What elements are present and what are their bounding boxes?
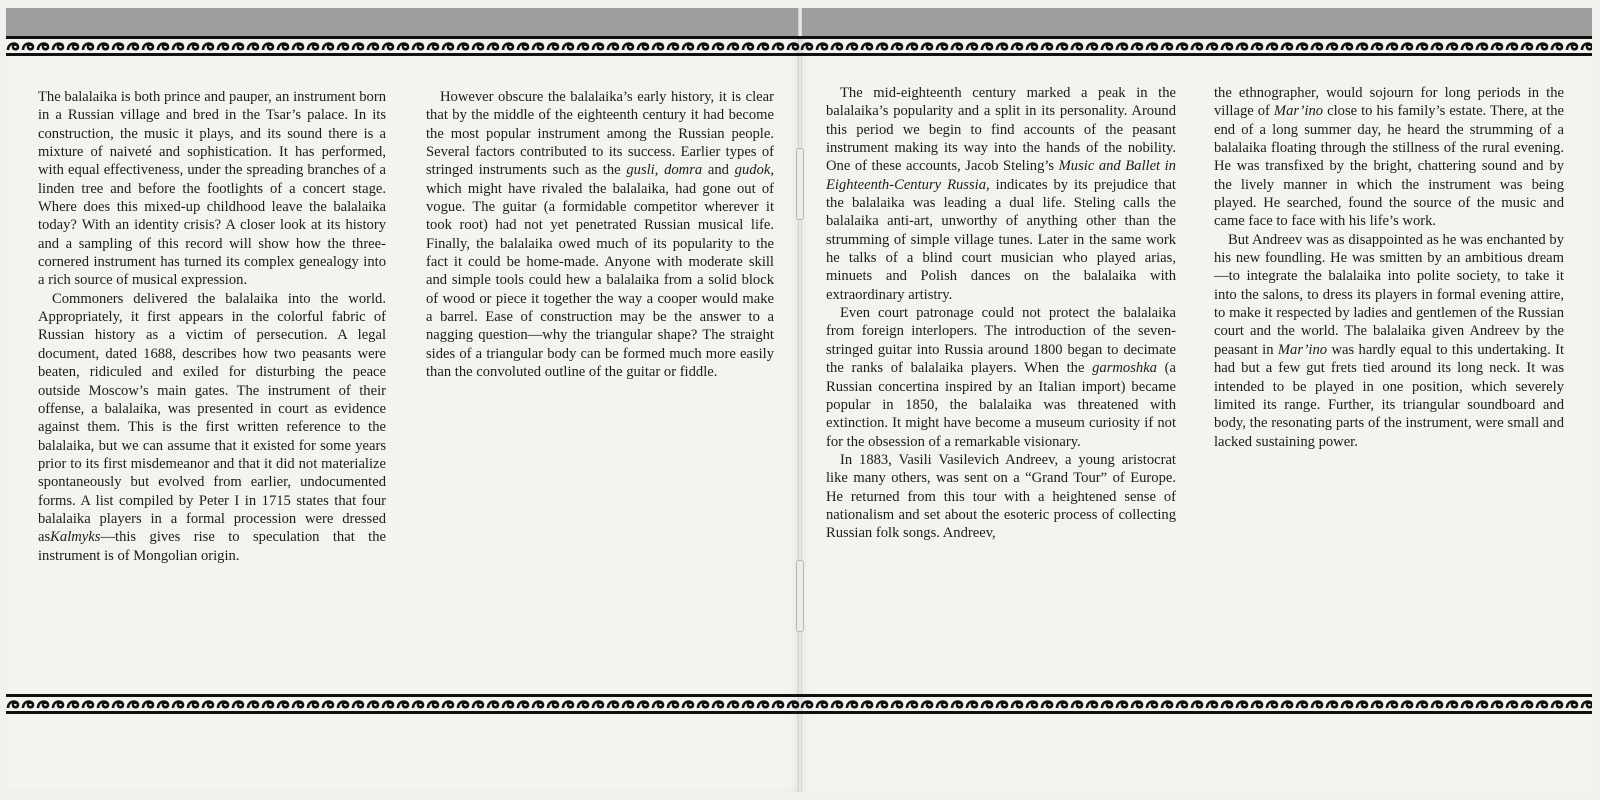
staple-bottom xyxy=(796,560,804,632)
text-column-1 xyxy=(38,88,386,565)
staple-top xyxy=(796,148,804,220)
paragraph-early-history: However obscure the balalaika’s early history, it is clear that by the middle of the eighteenth century it had become the most popular instrument among the Russian people. Several factors contributed to its success. Earlier types of stringed instruments such as the gusli, domra and gudok, which might have rivaled the balalaika, had gone out of vogue. The guitar (a formidable competitor wherever it took root) had not yet penetrated Russian musical life. Finally, the balalaika owed much of its popularity to the fact it could be home-made. Anyone with moderate skill and simple tools could hew a balalaika from a solid block of wood or piece it together the way a cooper would make a barrel. Ease of construction may be the answer to a nagging question—why the triangular shape? The straight sides of a triangular body can be formed much more easily than the convoluted outline of the guitar or fiddle. xyxy=(426,89,774,381)
paragraph-court-patronage: Even court patronage could not protect the balalaika from foreign interlopers. The introduction of the seven-stringed guitar into Russia around 1800 began to decimate the ranks of balalaika players. When the garmoshka (a Russian concertina inspired by an Italian import) became popular in 1850, the balalaika was threatened with extinction. It might have become a museum curiosity if not for the obsession of a remarkable visionary. xyxy=(826,305,1176,450)
top-gray-band-right xyxy=(800,8,1592,38)
text-column-3 xyxy=(826,84,1176,543)
booklet-spine xyxy=(798,8,802,792)
top-gray-band-left xyxy=(6,8,800,38)
paragraph-mid-century: The mid-eighteenth century marked a peak in the balalaika’s popularity and a split in its personality. Around this period we begin to find accounts of the peasant instrument making its way into the hands of the nobility. One of these accounts, Jacob Steling’s Music and Ballet in Eighteenth-Century Russia, indicates by its prejudice that the balalaika was leading a dual life. Steling calls the balalaika anti-art, unworthy of anything other than the strumming of simple village tunes. Later in the same work he talks of a blind court musician who played arias, minuets and Polish dances on the balalaika with extraordinary artistry. xyxy=(826,85,1176,303)
text-column-4 xyxy=(1214,84,1564,451)
wave-border-top-left xyxy=(6,36,800,58)
paragraph-disappointed: But Andreev was as disappointed as he was enchanted by his new foundling. He was smitten by an ambitious dream—to integrate the balalaika into polite society, to take it into the salons, to dress its players in formal evening attire, to make it respected by ladies and gentlemen of the Russian court and the world. The balalaika given Andreev by the peasant in Mar’ino was hardly equal to this undertaking. It had but a few gut frets tied around its long neck. It was intended to be played in one position, which severely limited its range. Further, its triangular soundboard and body, the resonating parts of the instrument, were small and lacked sustaining power. xyxy=(1214,231,1565,450)
paragraph-commoners: Commoners delivered the balalaika into the world. Appropriately, it first appears in the colorful fabric of Russian history as a victim of persecution. A legal document, dated 1688, describes how two peasants were beaten, ridiculed and exiled for disturbing the peace outside Moscow’s main gates. The instrument of their offense, a balalaika, was presented in court as evidence against them. This is the first written reference to the balalaika, but we can assume that it existed for some years prior to its first misdemeanor and that it did not materialize spontaneously but evolved from earlier, undocumented forms. A list compiled by Peter I in 1715 states that four balalaika players in a formal procession were dressed asKalmyks—this gives rise to speculation that the instrument is of Mongolian origin. xyxy=(38,290,386,564)
paragraph-ethnographer: the ethnographer, would sojourn for long periods in the village of Mar’ino close to his family’s estate. There, at the end of a long summer day, he heard the strumming of a balalaika floating through the stillness of the rural evening. He was transfixed by the bright, chattering sound and by the lively manner in which the instrument was being played. He searched, found the source of the music and came face to face with his life’s work. xyxy=(1214,85,1564,230)
wave-border-bottom-right xyxy=(800,694,1592,716)
paragraph-andreev: In 1883, Vasili Vasilevich Andreev, a young aristocrat like many others, was sent on a “Grand Tour” of Europe. He returned from this tour with a heightened sense of nationalism and set about the esoteric process of collecting Russian folk songs. Andreev, xyxy=(826,451,1176,542)
wave-border-bottom-left xyxy=(6,694,800,716)
paragraph-intro: The balalaika is both prince and pauper, an instrument born in a Russian village and bred in the Tsar’s palace. In its construction, the music it plays, and its sound there is a mixture of naiveté and sophistication. It has performed, with equal effectiveness, under the spreading branches of a linden tree and before the footlights of a concert stage. Where does this mixed-up childhood leave the balalaika today? With an identity crisis? A closer look at its history and a sampling of this record will show how the three-cornered instrument has turned its complex genealogy into a rich source of musical expression. xyxy=(38,89,386,289)
wave-border-top-right xyxy=(800,36,1592,58)
text-column-2 xyxy=(426,88,774,382)
